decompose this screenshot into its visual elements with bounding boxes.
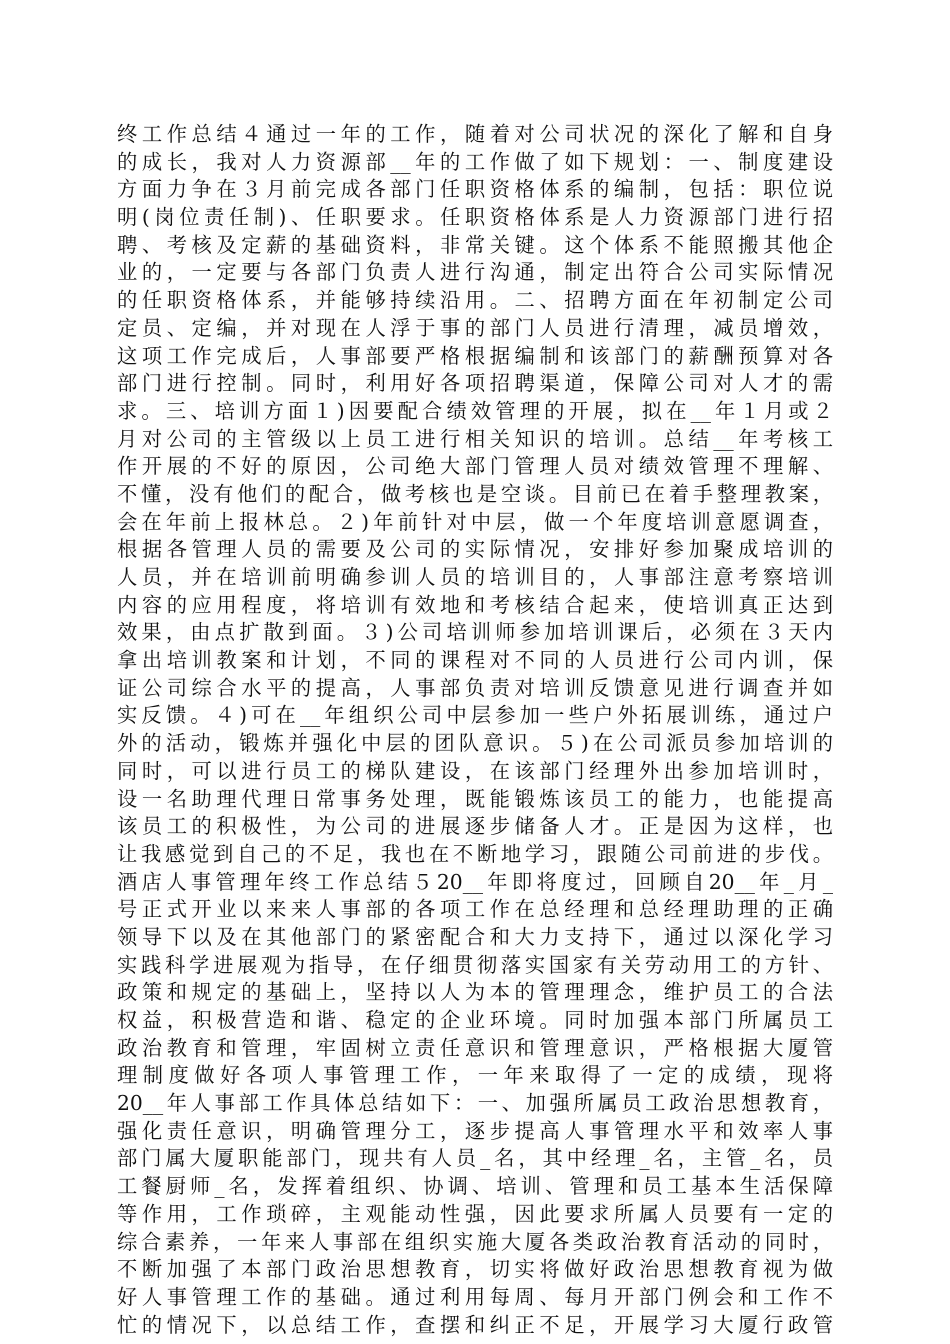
text-line: 政治教育和管理，牢固树立责任意识和管理意识，严格根据大厦管 — [117, 1035, 833, 1060]
text-line: 内容的应用程度，将培训有效地和考核结合起来，使培训真正达到 — [117, 592, 833, 617]
text-line: 让我感觉到自己的不足，我也在不断地学习，跟随公司前进的步伐。 — [117, 841, 833, 866]
text-line: 酒店人事管理年终工作总结５20__年即将度过，回顾自20__年_月_ — [117, 869, 833, 894]
text-line: 不断加强了本部门政治思想教育，切实将做好政治思想教育视为做 — [117, 1257, 833, 1282]
document-body — [117, 121, 833, 1339]
text-line: 不懂，没有他们的配合，做考核也是空谈。目前已在着手整理教案， — [117, 481, 833, 506]
text-line: 明(岗位责任制)、任职要求。任职资格体系是人力资源部门进行招 — [117, 205, 833, 230]
text-line: 月对公司的主管级以上员工进行相关知识的培训。总结__年考核工 — [117, 426, 833, 451]
text-line: 设一名助理代理日常事务处理，既能锻炼该员工的能力，也能提高 — [117, 786, 833, 811]
text-line: 实践科学进展观为指导，在仔细贯彻落实国家有关劳动用工的方针、 — [117, 952, 833, 977]
text-line: 号正式开业以来来人事部的各项工作在总经理和总经理助理的正确 — [117, 897, 833, 922]
text-line: 工餐厨师_名，发挥着组织、协调、培训、管理和员工基本生活保障 — [117, 1174, 833, 1199]
text-line: 会在年前上报林总。２)年前针对中层，做一个年度培训意愿调查， — [117, 509, 833, 534]
text-line: 人员，并在培训前明确参训人员的培训目的，人事部注意考察培训 — [117, 565, 833, 589]
text-line: 部门进行控制。同时，利用好各项招聘渠道，保障公司对人才的需 — [117, 371, 833, 396]
text-line: 证公司综合水平的提高，人事部负责对培训反馈意见进行调查并如 — [117, 675, 833, 700]
text-line: 的任职资格体系，并能够持续沿用。二、招聘方面在年初制定公司 — [117, 288, 833, 313]
text-line: 实反馈。４)可在__年组织公司中层参加一些户外拓展训练，通过户 — [117, 703, 833, 728]
text-line: 定员、定编，并对现在人浮于事的部门人员进行清理，减员增效， — [117, 315, 833, 340]
text-line: 的成长，我对人力资源部__年的工作做了如下规划：一、制度建设 — [117, 149, 833, 174]
text-line: 业的，一定要与各部门负责人进行沟通，制定出符合公司实际情况 — [117, 260, 833, 285]
text-line: 权益，积极营造和谐、稳定的企业环境。同时加强本部门所属员工 — [117, 1008, 833, 1032]
text-line: 领导下以及在其他部门的紧密配合和大力支持下，通过以深化学习 — [117, 924, 833, 949]
text-line: 作开展的不好的原因，公司绝大部门管理人员对绩效管理不理解、 — [117, 454, 833, 479]
text-line: 同时，可以进行员工的梯队建设，在该部门经理外出参加培训时， — [117, 758, 833, 783]
text-line: 理制度做好各项人事管理工作，一年来取得了一定的成绩，现将 — [117, 1063, 833, 1088]
text-line: 政策和规定的基础上，坚持以人为本的管理理念，维护员工的合法 — [117, 980, 833, 1005]
text-line: 部门属大厦职能部门，现共有人员_名，其中经理_名，主管_名，员 — [117, 1146, 833, 1171]
text-line: 效果，由点扩散到面。３)公司培训师参加培训课后，必须在３天内 — [117, 620, 833, 645]
text-line: 求。三、培训方面１)因要配合绩效管理的开展，拟在__年１月或２ — [117, 398, 833, 423]
text-line: 方面力争在３月前完成各部门任职资格体系的编制，包括：职位说 — [117, 177, 833, 202]
text-line: 等作用，工作琐碎，主观能动性强，因此要求所属人员要有一定的 — [117, 1201, 833, 1226]
text-line: 综合素养，一年来人事部在组织实施大厦各类政治教育活动的同时， — [117, 1229, 833, 1254]
text-line: 外的活动，锻炼并强化中层的团队意识。５)在公司派员参加培训的 — [117, 731, 833, 756]
text-line: 拿出培训教案和计划，不同的课程对不同的人员进行公司内训，保 — [117, 648, 833, 673]
text-line: 该员工的积极性，为公司的进展逐步储备人才。正是因为这样，也 — [117, 814, 833, 839]
text-line: 这项工作完成后，人事部要严格根据编制和该部门的薪酬预算对各 — [117, 343, 833, 368]
text-line: 好人事管理工作的基础。通过利用每周、每月开部门例会和工作不 — [117, 1284, 833, 1309]
text-line: 聘、考核及定薪的基础资料，非常关键。这个体系不能照搬其他企 — [117, 232, 833, 257]
text-line: 根据各管理人员的需要及公司的实际情况，安排好参加聚成培训的 — [117, 537, 833, 562]
text-line: 20__年人事部工作具体总结如下：一、加强所属员工政治思想教育， — [117, 1091, 833, 1116]
text-line: 强化责任意识，明确管理分工，逐步提高人事管理水平和效率人事 — [117, 1118, 833, 1143]
text-line: 终工作总结４通过一年的工作，随着对公司状况的深化了解和自身 — [117, 122, 833, 146]
text-line: 忙的情况下，以总结工作，查摆和纠正不足，开展学习大厦行政管 — [117, 1312, 833, 1337]
